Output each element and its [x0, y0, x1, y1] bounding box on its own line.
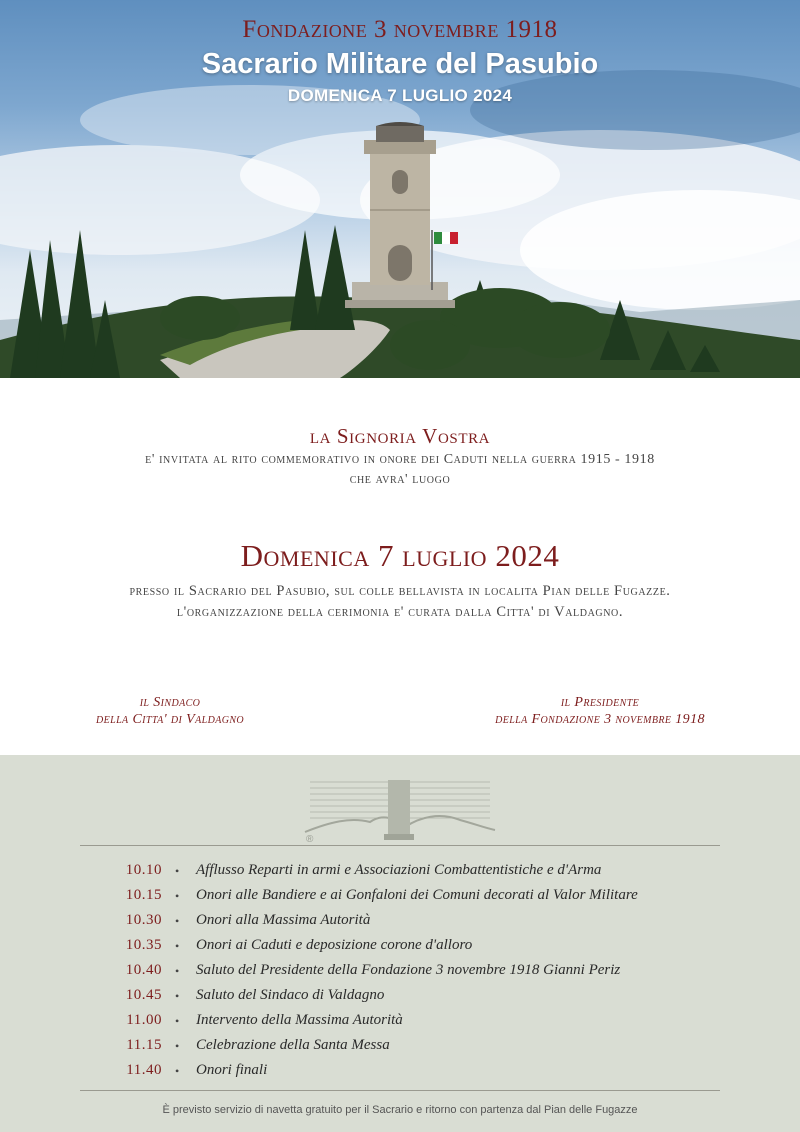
- hero-banner: [0, 0, 800, 378]
- invitation-text-line2: che avra' luogo: [349, 472, 451, 487]
- invitation-place-line2: l'organizzazione della cerimonia e' curata dalla Citta' di Valdagno.: [176, 604, 624, 620]
- registered-mark: ®: [306, 834, 314, 844]
- signature-mayor-org: della Citta' di Valdagno: [95, 712, 245, 727]
- schedule-row: [80, 912, 720, 937]
- bullet-icon: •: [175, 914, 180, 928]
- schedule-time: 11.40: [126, 1062, 162, 1078]
- event-date-banner: DOMENICA 7 LUGLIO 2024: [287, 86, 513, 105]
- shuttle-note: È previsto servizio di navetta gratuito per il Sacrario e ritorno con partenza dal Pian delle Fugazze: [162, 1104, 638, 1116]
- invitation-addressee: la Signoria Vostra: [309, 424, 491, 448]
- schedule-event: Saluto del Presidente della Fondazione 3 novembre 1918 Gianni Periz: [196, 962, 621, 978]
- bullet-icon: •: [175, 1014, 180, 1028]
- schedule-time: 10.30: [125, 912, 162, 928]
- page-title: Sacrario Militare del Pasubio: [201, 48, 599, 80]
- schedule-event: Celebrazione della Santa Messa: [196, 1037, 390, 1053]
- bullet-icon: •: [175, 1064, 180, 1078]
- signature-president-org: della Fondazione 3 novembre 1918: [495, 712, 705, 727]
- signature-mayor: [60, 694, 280, 728]
- schedule-row: [80, 1012, 720, 1037]
- schedule-time: 10.15: [125, 887, 162, 903]
- signature-mayor-title: il Sindaco: [139, 695, 201, 710]
- schedule-row: [80, 937, 720, 962]
- schedule-event: Afflusso Reparti in armi e Associazioni Combattentistiche e d'Arma: [196, 862, 602, 878]
- schedule-time: 10.35: [125, 937, 162, 953]
- schedule-event: Onori alla Massima Autorità: [196, 912, 371, 928]
- invitation-place-line1: presso il Sacrario del Pasubio, sul colle bellavista in localita Pian delle Fugazze.: [129, 583, 671, 599]
- bullet-icon: •: [175, 889, 180, 903]
- schedule-time: 10.10: [125, 862, 162, 878]
- divider: [80, 1090, 720, 1091]
- foundation-name: Fondazione 3 novembre 1918: [242, 16, 558, 43]
- schedule-time: 11.00: [126, 1012, 162, 1028]
- signature-president-title: il Presidente: [560, 695, 640, 710]
- schedule-event: Intervento della Massima Autorità: [196, 1012, 403, 1028]
- schedule-event: Onori alle Bandiere e ai Gonfaloni dei Comuni decorati al Valor Militare: [196, 887, 638, 903]
- signature-president: [460, 694, 740, 728]
- schedule-event: Onori ai Caduti e deposizione corone d'alloro: [196, 937, 473, 953]
- divider: [80, 845, 720, 846]
- schedule-event: Onori finali: [196, 1062, 268, 1078]
- schedule-time: 11.15: [126, 1037, 162, 1053]
- schedule-row: [80, 1062, 720, 1087]
- schedule-time: 10.45: [125, 987, 162, 1003]
- schedule-row: [80, 862, 720, 887]
- bullet-icon: •: [175, 939, 180, 953]
- schedule-row: [80, 962, 720, 987]
- bullet-icon: •: [175, 989, 180, 1003]
- bullet-icon: •: [175, 964, 180, 978]
- program-schedule: [80, 862, 720, 1087]
- invitation-date: Domenica 7 luglio 2024: [240, 538, 560, 573]
- bullet-icon: •: [175, 864, 180, 878]
- schedule-row: [80, 1037, 720, 1062]
- bullet-icon: •: [175, 1039, 180, 1053]
- schedule-time: 10.40: [125, 962, 162, 978]
- schedule-row: [80, 987, 720, 1012]
- schedule-event: Saluto del Sindaco di Valdagno: [196, 987, 385, 1003]
- foundation-logo: [300, 772, 500, 844]
- schedule-row: [80, 887, 720, 912]
- invitation-text-line1: e' invitata al rito commemorativo in onore dei Caduti nella guerra 1915 - 1918: [145, 452, 655, 467]
